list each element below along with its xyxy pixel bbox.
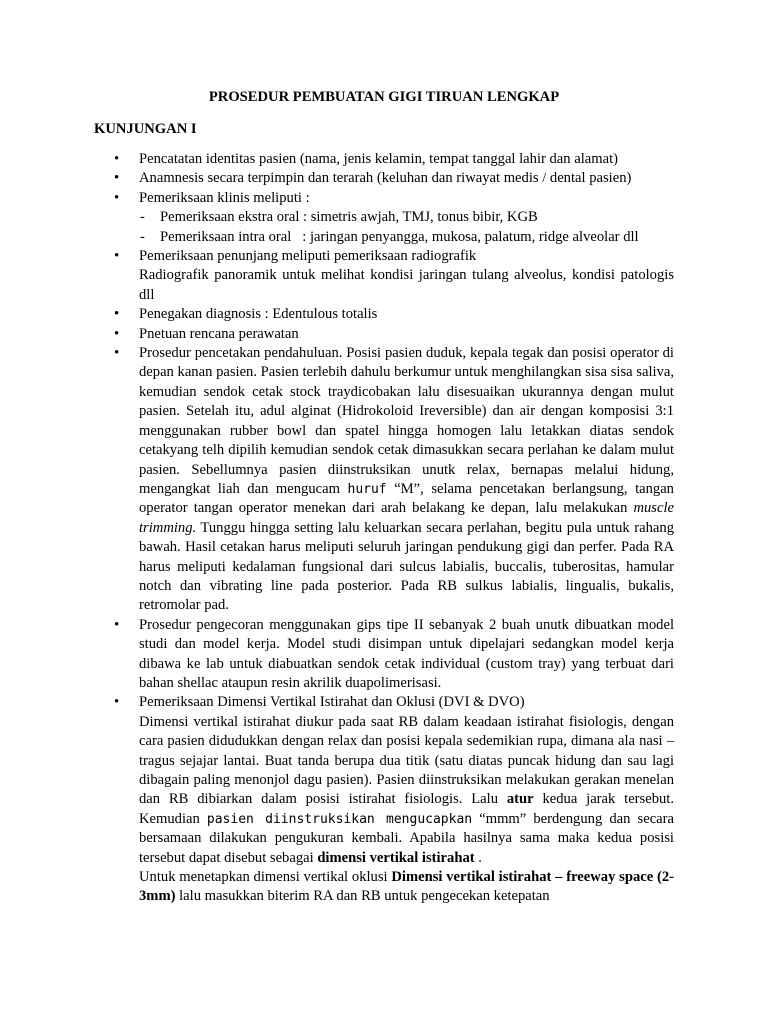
list-item-paragraph: • Prosedur pengecoran menggunakan gips tipe II sebanyak 2 buah unutk dibuatkan model studi dan model kerja. Model studi disimpan untuk dipelajari sedangkan model kerja dibawa ke lab untuk diabuatkan sendok cetak individual (custom tray) yang terbuat dari bahan shellac ataupun resin akrilik duapolimerisasi. <box>139 616 674 691</box>
list-item <box>94 150 674 169</box>
list-item-text: Pencatatan identitas pasien (nama, jenis kelamin, tempat tanggal lahir dan alamat) <box>139 151 618 167</box>
list-item <box>94 169 674 188</box>
list-item-text: Pnetuan rencana perawatan <box>139 325 299 342</box>
list-item-text: • Pemeriksaan Dimensi Vertikal Istirahat dan Oklusi (DVI & DVO) <box>139 694 525 711</box>
list-item <box>94 344 674 616</box>
list-item-paragraph: • Prosedur pencetakan pendahuluan. Posisi pasien duduk, kepala tegak dan posisi operator di depan kanan pasien. Pasien terlebih dahulu berkumur untuk menghilangkan sisa sisa saliva, kemudian sendok cetak stock traydicobakan lalu disesuaikan ukurannya dengan mulut pasien. Setelah itu, adul alginat (Hidrokoloid Ireversible) dan air dengan komposisi 3:1 menggunakan rubber bowl dan spatel hingga homogen lalu letakkan diatas sendok cetakyang telh dipilih kemudian sendok cetak dimasukkan secara perlahan ke dalam mulut pasien. Sebellumnya pasien diinstruksikan unutk relax, bernapas melalui hidung, mengangkat liah dan mengucam huruf “M”, selama pencetakan berlangsung, tangan operator tangan operator menekan dari arah belakang ke depan, lalu melakukan muscle trimming. Tunggu hingga setting lalu keluarkan secara perlahan, begitu pula untuk rahang bawah. Hasil cetakan harus meliputi seluruh jaringan pendukung gigi dan perfer. Pada RA harus meliputi kedalaman fungsional dari sulcus labialis, buccalis, tuberositas, hamular notch dan vibrating line pada posterior. Pada RB sulkus labialis, lingualis, bukalis, retromolar pad. <box>139 345 674 614</box>
document-title: PROSEDUR PEMBUATAN GIGI TIRUAN LENGKAP <box>208 89 560 105</box>
list-item <box>94 247 674 305</box>
list-item <box>94 305 674 324</box>
sub-item-text: Pemeriksaan ekstra oral : simetris awjah, TMJ, tonus bibir, KGB <box>160 209 538 226</box>
section-heading: KUNJUNGAN I <box>94 121 197 137</box>
sub-list <box>139 208 674 247</box>
list-item-text: • Pemeriksaan penunjang meliputi pemeriksaan radiografik <box>139 248 477 265</box>
list-item <box>94 616 674 694</box>
sub-item-text: Pemeriksaan intra oral : jaringan penyangga, mukosa, palatum, ridge alveolar dll <box>160 228 639 245</box>
list-item <box>94 325 674 344</box>
list-item-paragraph: Untuk menetapkan dimensi vertikal oklusi Dimensi vertikal istirahat – freeway space (2-3mm) lalu masukkan biterim RA dan RB untuk pengecekan ketepatan <box>139 869 674 905</box>
list-item <box>94 189 674 247</box>
list-item-paragraph: Dimensi vertikal istirahat diukur pada saat RB dalam keadaan istirahat fisiologis, dengan cara pasien didudukkan dengan relax dan posisi kepala sedemikian rupa, dimana ala nasi – tragus sejajar lantai. Buat tanda berupa dua titik (satu diatas puncak hidung dan sau lagi dibagain paling menonjol dagu pasien). Pasien diinstruksikan melakukan gerakan menelan dan RB dibiarkan dalam posisi istirahat fisiologis. Lalu atur kedua jarak tersebut. Kemudian pasien diinstruksikan mengucapkan “mmm” berdengung dan secara bersamaan dilakukan pengukuran kembali. Apabila hasilnya sama maka kedua posisi tersebut dapat disebut sebagai dimensi vertikal istirahat . <box>139 713 674 866</box>
list-item <box>94 693 674 906</box>
list-item-paragraph: Radiografik panoramik untuk melihat kondisi jaringan tulang alveolus, kondisi patologis dll <box>139 267 674 303</box>
list-item-text: Penegakan diagnosis : Edentulous totalis <box>139 306 378 323</box>
list-item-text: Pemeriksaan klinis meliputi : <box>139 189 310 206</box>
sub-list-item <box>139 228 674 247</box>
sub-list-item <box>139 208 674 227</box>
procedure-list <box>94 150 674 907</box>
list-item-text: Anamnesis secara terpimpin dan terarah (keluhan dan riwayat medis / dental pasien) <box>139 170 632 187</box>
